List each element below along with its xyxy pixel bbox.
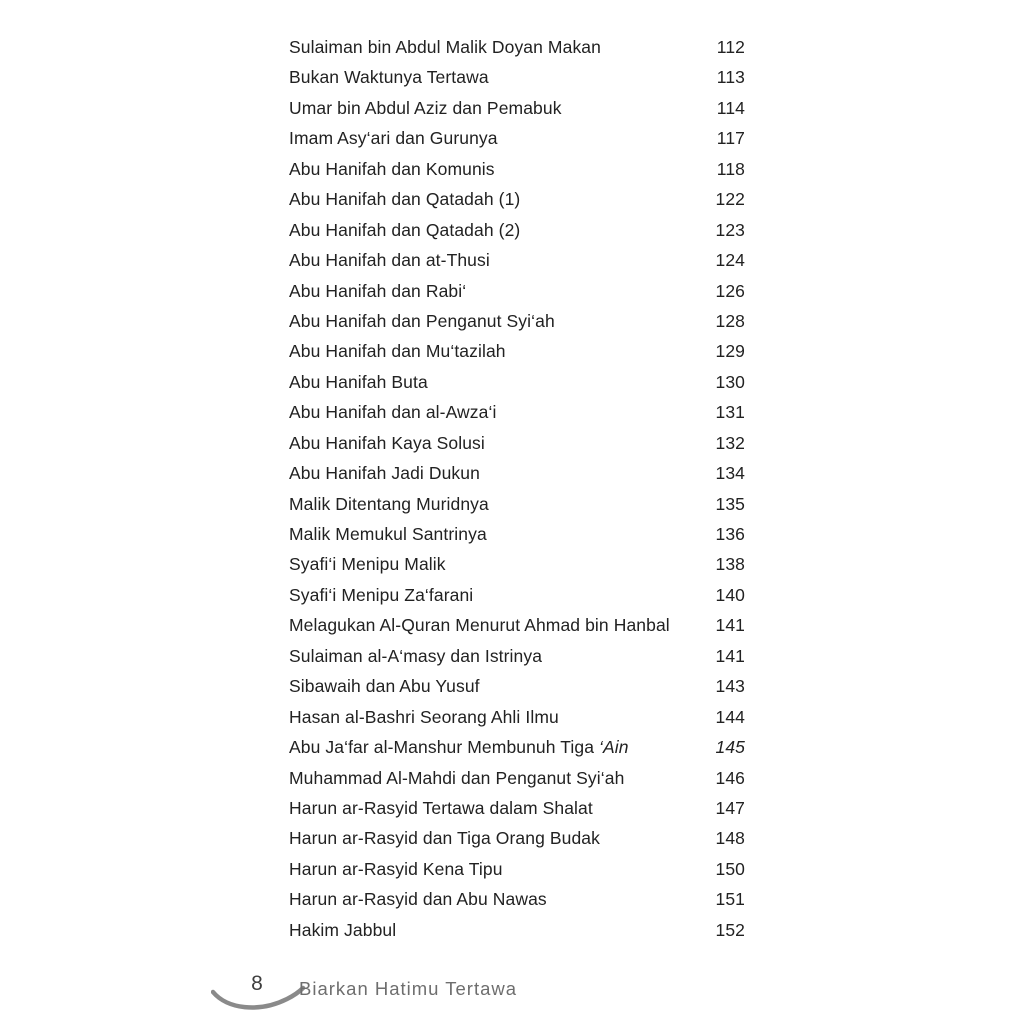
toc-entry-page-number: 147 (715, 797, 745, 818)
toc-entry-title: Abu Hanifah dan at-Thusi (289, 250, 490, 271)
toc-entry (289, 62, 745, 92)
toc-entry (289, 215, 745, 245)
toc-entry-title: Sibawaih dan Abu Yusuf (289, 676, 480, 697)
toc-entry-page-number: 141 (715, 645, 745, 666)
toc-entry (289, 397, 745, 427)
toc-entry-title: Abu Hanifah dan Komunis (289, 158, 495, 179)
toc-entry (289, 367, 745, 397)
toc-entry-title: Sulaiman bin Abdul Malik Doyan Makan (289, 37, 601, 57)
footer-book-title: Biarkan Hatimu Tertawa (299, 978, 518, 999)
toc-entry-title: Abu Hanifah dan Mu‘tazilah (289, 341, 506, 362)
toc-entry-page-number: 144 (715, 706, 745, 727)
toc-entry (289, 428, 745, 458)
toc-entry-page-number: 129 (715, 341, 745, 362)
toc-entry-title: Harun ar-Rasyid dan Abu Nawas (289, 889, 547, 910)
toc-entry (289, 154, 745, 184)
toc-entry-page-number: 143 (715, 676, 745, 697)
toc-entry-page-number: 118 (716, 158, 745, 179)
toc-entry-title: Syafi‘i Menipu Malik (289, 554, 446, 575)
toc-entry-page-number: 114 (716, 97, 745, 118)
toc-entry-title: Sulaiman al-A‘masy dan Istrinya (289, 645, 543, 666)
toc-entry-title: Malik Ditentang Muridnya (289, 493, 489, 514)
toc-entry (289, 123, 745, 153)
toc-entry-title: Abu Hanifah Jadi Dukun (289, 463, 480, 484)
toc-list (289, 32, 745, 945)
toc-entry-page-number: 124 (715, 250, 745, 271)
toc-entry-page-number: 136 (715, 524, 745, 544)
toc-entry (289, 458, 745, 488)
toc-entry-page-number: 113 (716, 67, 745, 88)
toc-entry-title: Muhammad Al-Mahdi dan Penganut Syi‘ah (289, 767, 625, 788)
toc-entry-title: Abu Hanifah dan Qatadah (1) (289, 189, 521, 210)
toc-entry-title: Abu Ja‘far al-Manshur Membunuh Tiga ‘Ain (289, 737, 629, 758)
toc-entry-page-number: 122 (715, 189, 745, 210)
toc-entry (289, 823, 745, 853)
toc-entry-page-number: 146 (715, 767, 745, 788)
toc-entry (289, 702, 745, 732)
toc-entry-title: Melagukan Al-Quran Menurut Ahmad bin Hanbal (289, 615, 670, 636)
toc-entry-title: Abu Hanifah Kaya Solusi (289, 432, 485, 453)
toc-entry-title: Hakim Jabbul (289, 919, 397, 940)
toc-entry-title: Harun ar-Rasyid Tertawa dalam Shalat (289, 797, 593, 818)
toc-entry-title: Abu Hanifah Buta (289, 371, 428, 392)
toc-entry-page-number: 151 (715, 889, 745, 910)
toc-entry (289, 276, 745, 306)
page-footer (0, 965, 1024, 1015)
toc-entry (289, 306, 745, 336)
toc-entry-title: Malik Memukul Santrinya (289, 524, 487, 544)
toc-entry-title: Umar bin Abdul Aziz dan Pemabuk (289, 97, 562, 118)
toc-entry-page-number: 123 (715, 219, 745, 240)
toc-entry-page-number: 152 (715, 919, 745, 940)
toc-entry (289, 641, 745, 671)
toc-entry (289, 549, 745, 579)
toc-entry (289, 671, 745, 701)
toc-entry (289, 184, 745, 214)
toc-entry-page-number: 128 (715, 310, 745, 331)
toc-entry-page-number: 134 (715, 463, 745, 484)
toc-entry-title: Imam Asy‘ari dan Gurunya (289, 128, 498, 149)
toc-entry-page-number: 112 (716, 37, 745, 57)
toc-entry-title: Harun ar-Rasyid dan Tiga Orang Budak (289, 828, 600, 849)
toc-entry-page-number: 130 (715, 371, 745, 392)
toc-entry (289, 884, 745, 914)
toc-entry (289, 93, 745, 123)
toc-entry (289, 854, 745, 884)
toc-entry (289, 32, 745, 62)
toc-entry (289, 915, 745, 945)
toc-entry (289, 489, 745, 519)
toc-entry-page-number: 117 (716, 128, 745, 149)
toc-entry-page-number: 148 (715, 828, 745, 849)
toc-entry (289, 610, 745, 640)
toc-entry-page-number: 132 (715, 432, 745, 453)
toc-entry (289, 245, 745, 275)
toc-entry (289, 793, 745, 823)
toc-entry (289, 519, 745, 549)
toc-entry-page-number: 141 (715, 615, 745, 636)
toc-entry-page-number: 138 (715, 554, 745, 575)
toc-entry-title: Harun ar-Rasyid Kena Tipu (289, 858, 503, 879)
toc-entry-title-italic: ‘Ain (599, 737, 629, 758)
toc-entry-title: Abu Hanifah dan Rabi‘ (289, 280, 467, 301)
footer-page-number: 8 (251, 972, 263, 995)
toc-entry (289, 763, 745, 793)
toc-entry-title: Bukan Waktunya Tertawa (289, 67, 489, 88)
toc-entry-page-number: 126 (715, 280, 745, 301)
toc-entry-title: Abu Hanifah dan al-Awza‘i (289, 402, 497, 423)
toc-entry-page-number: 131 (715, 402, 745, 423)
toc-entry-page-number: 140 (715, 584, 745, 605)
toc-entry-page-number: 145 (715, 737, 745, 758)
toc-entry (289, 732, 745, 762)
toc-entry (289, 580, 745, 610)
toc-entry-title: Abu Hanifah dan Qatadah (2) (289, 219, 521, 240)
toc-entry-page-number: 150 (715, 858, 745, 879)
toc-entry (289, 336, 745, 366)
toc-entry-page-number: 135 (715, 493, 745, 514)
toc-entry-title: Hasan al-Bashri Seorang Ahli Ilmu (289, 706, 559, 727)
toc-entry-title: Abu Hanifah dan Penganut Syi‘ah (289, 310, 555, 331)
toc-entry-title: Syafi‘i Menipu Za‘farani (289, 584, 474, 605)
